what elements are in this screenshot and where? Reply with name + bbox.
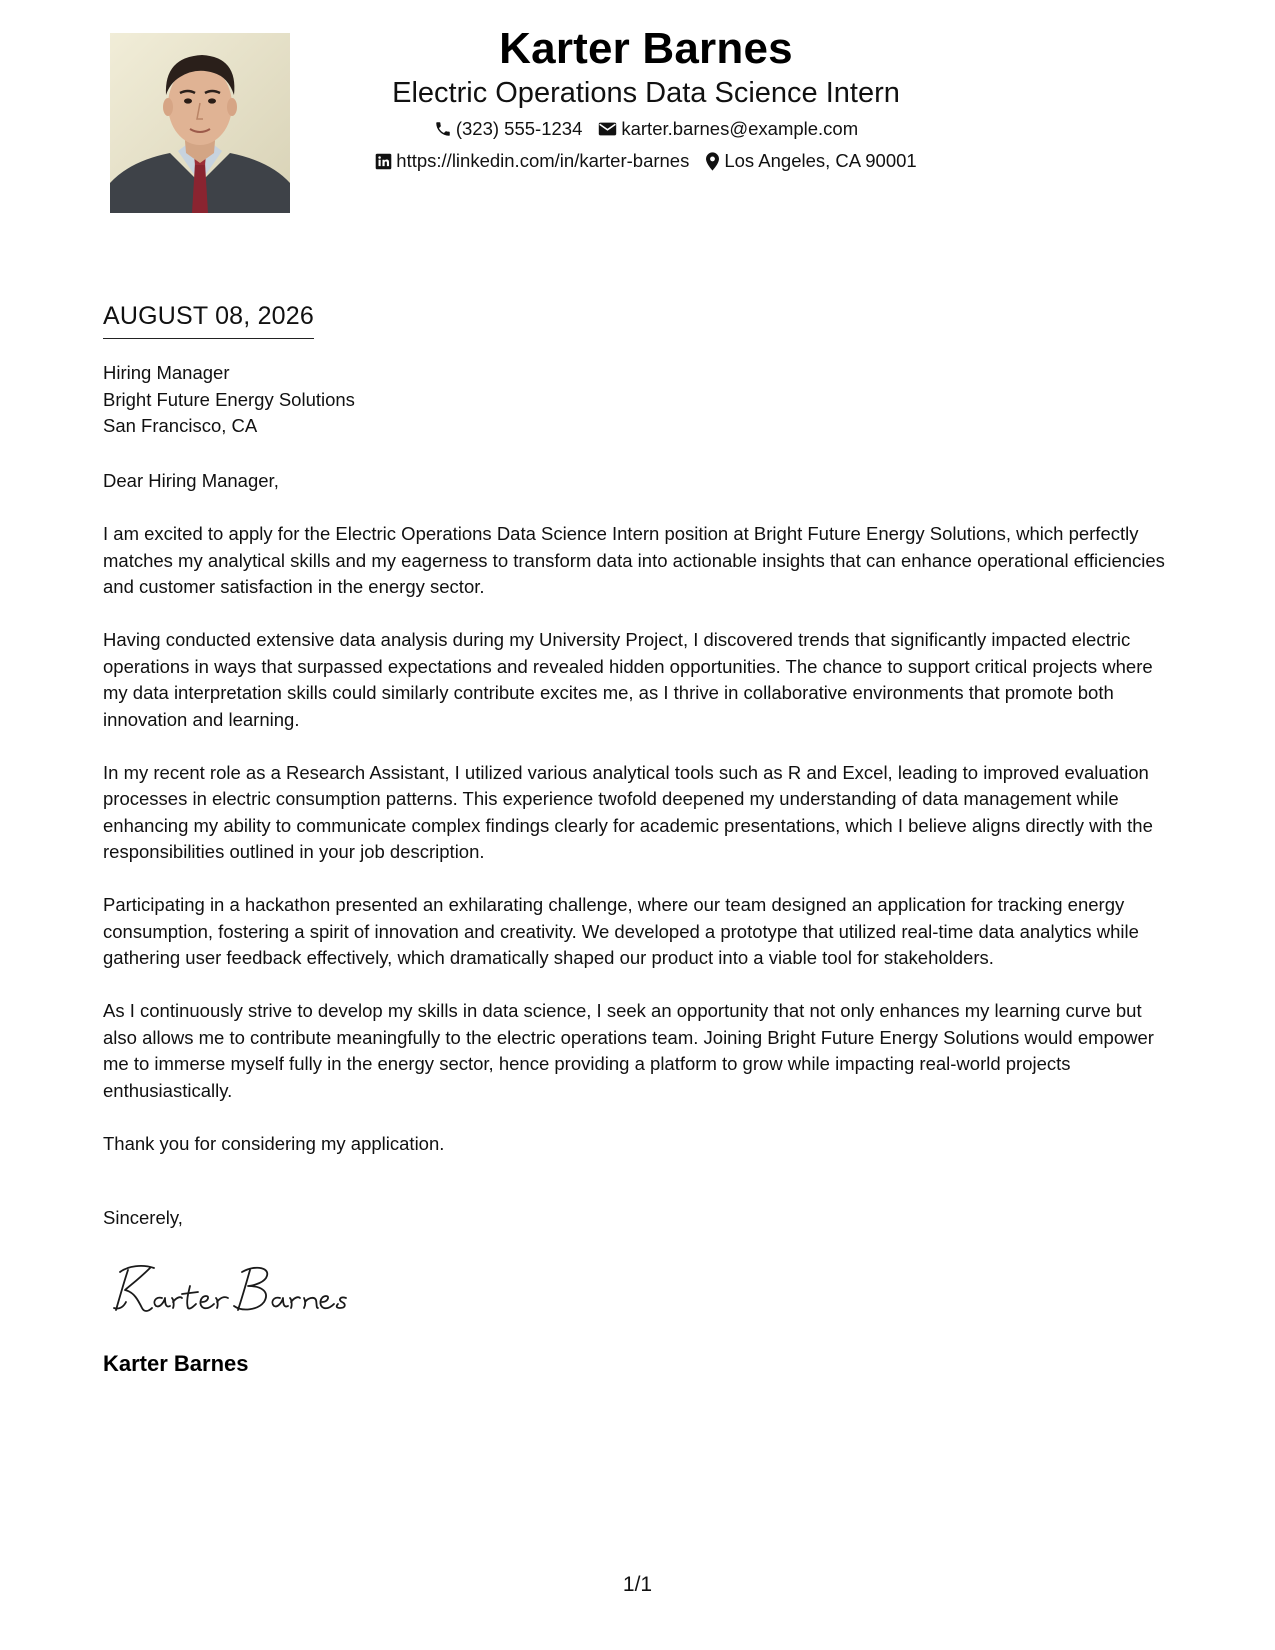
recipient-company: Bright Future Energy Solutions xyxy=(103,388,355,410)
envelope-icon xyxy=(598,121,617,137)
profile-photo xyxy=(110,33,290,213)
body-paragraph-2: Having conducted extensive data analysis during my University Project, I discovered trends that significantly impacted electric operations in ways that surpassed expectations and revealed hidden opportunities. The chance to support critical projects where my data interpretation skills could similarly contribute excites me, as I thrive in collaborative environments that promote both innovation and learning. xyxy=(103,629,1153,730)
contact-email xyxy=(598,117,858,141)
page-number: 1/1 xyxy=(622,1573,653,1596)
recipient-title: Hiring Manager xyxy=(103,362,230,383)
contact-location xyxy=(705,149,916,173)
map-pin-icon xyxy=(705,152,720,171)
linkedin-icon xyxy=(375,153,392,170)
phone-number: (323) 555-1234 xyxy=(455,118,583,139)
recipient-location: San Francisco, CA xyxy=(103,415,258,436)
recipient-block xyxy=(103,360,355,440)
phone-icon xyxy=(434,120,452,138)
header xyxy=(300,22,992,173)
contact-row-primary xyxy=(300,117,992,141)
letter-body xyxy=(103,468,1175,1157)
email-address: karter.barnes@example.com xyxy=(621,118,859,139)
body-paragraph-1: I am excited to apply for the Electric Operations Data Science Intern position at Bright Future Energy Solutions, which perfectly matches my analytical skills and my eagerness to transform data into actionable insights that can enhance operational efficiencies and customer satisfaction in the energy sector. xyxy=(103,523,1165,597)
thank-you-line: Thank you for considering my application. xyxy=(103,1132,445,1154)
signature-image xyxy=(110,1258,360,1324)
contact-phone xyxy=(434,117,583,141)
job-title: Electric Operations Data Science Intern xyxy=(392,77,900,109)
body-paragraph-5: As I continuously strive to develop my skills in data science, I seek an opportunity that not only enhances my learning curve but also allows me to contribute meaningfully to the electric operations team. Joining Bright Future Energy Solutions would empower me to immerse myself fully in the energy sector, hence providing a platform to grow while impacting real-world projects enthusiastically. xyxy=(103,1000,1154,1101)
signer-name: Karter Barnes xyxy=(103,1351,249,1376)
applicant-name: Karter Barnes xyxy=(499,24,793,73)
salutation: Dear Hiring Manager, xyxy=(103,470,279,491)
body-paragraph-4: Participating in a hackathon presented an exhilarating challenge, where our team designed an application for tracking energy consumption, fostering a spirit of innovation and creativity. We developed a prototype that utilized real-time data analytics while gathering user feedback effectively, which dramatically shaped our product into a viable tool for stakeholders. xyxy=(103,894,1139,968)
letter-date: AUGUST 08, 2026 xyxy=(103,300,314,339)
closing: Sincerely, xyxy=(103,1207,183,1228)
contact-linkedin xyxy=(375,149,689,173)
body-paragraph-3: In my recent role as a Research Assistant, I utilized various analytical tools such as R and Excel, leading to improved evaluation processes in electric consumption patterns. This experience twofold deepened my understanding of data management while enhancing my ability to communicate complex findings clearly for academic presentations, which I believe aligns directly with the responsibilities outlined in your job description. xyxy=(103,761,1153,862)
linkedin-url: https://linkedin.com/in/karter-barnes xyxy=(396,150,690,171)
location-text: Los Angeles, CA 90001 xyxy=(724,150,917,171)
contact-row-secondary xyxy=(300,149,992,173)
